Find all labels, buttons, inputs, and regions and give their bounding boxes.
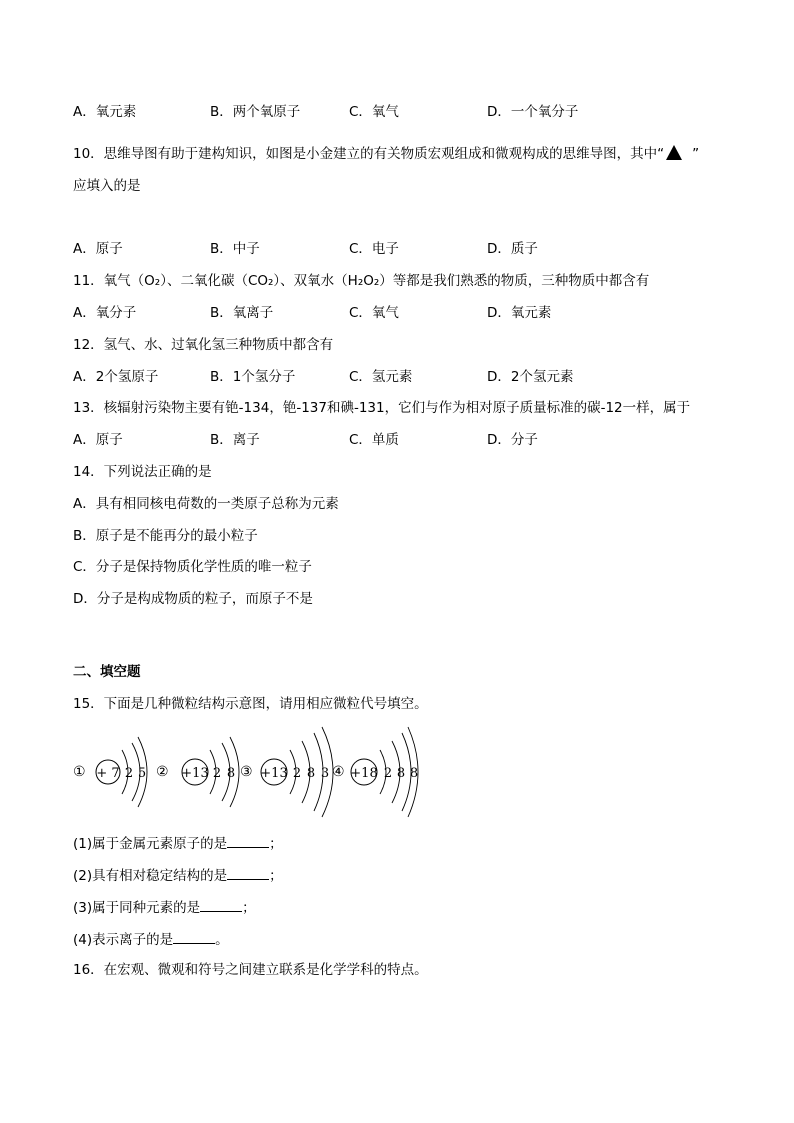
q9-option-b: B．两个氧原子: [210, 104, 301, 120]
q15-sub3-end: ；: [242, 900, 256, 916]
diagram-1-label: ①: [73, 764, 86, 780]
answer-blank-3[interactable]: [200, 898, 242, 912]
diagram-1: [73, 737, 147, 807]
q13-option-b: B．离子: [210, 432, 260, 448]
diagram-4-shell-1-count: 2: [383, 766, 393, 781]
q10-stem-text: 10．思维导图有助于建构知识，如图是小金建立的有关物质宏观组成和微观构成的思维导图，其中“: [73, 146, 665, 162]
q15-sub2: [73, 866, 283, 885]
answer-blank-2[interactable]: [227, 866, 269, 880]
diagram-3-label: ③: [240, 764, 253, 780]
q15-sub2-end: ；: [269, 868, 283, 884]
q15-sub1-text: (1)属于金属元素原子的是: [73, 836, 228, 852]
q14-option-d: D．分子是构成物质的粒子，而原子不是: [73, 591, 313, 607]
q10-stem: [73, 145, 699, 163]
diagram-2-shell-2-count: 8: [226, 766, 236, 781]
q15-sub1: [73, 834, 283, 853]
q11-stem: 11．氧气（O₂）、二氧化碳（CO₂）、双氧水（H₂O₂）等都是我们熟悉的物质，三种物质中都含有: [73, 273, 650, 289]
q11-option-c: C．氧气: [349, 305, 399, 321]
answer-blank-1[interactable]: [227, 834, 269, 848]
atomic-structure-diagrams: [70, 725, 430, 830]
diagram-1-shell-2-count: 5: [137, 766, 147, 781]
q10-stem-line2: 应填入的是: [73, 178, 141, 194]
q14-option-a: A．具有相同核电荷数的一类原子总称为元素: [73, 496, 339, 512]
diagram-3: [240, 727, 333, 817]
diagram-3-nucleus-charge: +13: [260, 766, 288, 781]
diagram-2-shell-1-count: 2: [212, 766, 222, 781]
diagram-4-shell-3-count: 8: [409, 766, 419, 781]
q13-option-c: C．单质: [349, 432, 399, 448]
diagram-3-shell-1-count: 2: [292, 766, 302, 781]
diagram-1-shell-1-count: 2: [124, 766, 134, 781]
diagram-4-label: ④: [332, 764, 345, 780]
diagram-3-shell-3-count: 3: [320, 766, 330, 781]
q12-option-a: A．2个氢原子: [73, 369, 159, 385]
diagram-2-nucleus-charge: +13: [181, 766, 209, 781]
q11-option-d: D．氧元素: [487, 305, 552, 321]
q11-option-a: A．氧分子: [73, 305, 137, 321]
diagram-4-shell-2-count: 8: [396, 766, 406, 781]
q14-option-b: B．原子是不能再分的最小粒子: [73, 528, 258, 544]
diagram-2: [156, 737, 239, 807]
diagram-4: [332, 727, 418, 817]
q15-stem: 15．下面是几种微粒结构示意图，请用相应微粒代号填空。: [73, 696, 428, 712]
diagram-1-nucleus-charge: + 7: [96, 766, 120, 781]
q14-option-c: C．分子是保持物质化学性质的唯一粒子: [73, 559, 312, 575]
q10-option-a: A．原子: [73, 241, 123, 257]
q15-sub3-text: (3)属于同种元素的是: [73, 900, 201, 916]
q15-sub1-end: ；: [269, 836, 283, 852]
q9-option-a: A．氧元素: [73, 104, 137, 120]
q11-option-b: B．氧离子: [210, 305, 274, 321]
q12-option-c: C．氢元素: [349, 369, 413, 385]
q13-option-a: A．原子: [73, 432, 123, 448]
q15-sub4: [73, 930, 229, 949]
diagram-3-shell-2-count: 8: [306, 766, 316, 781]
q10-option-d: D．质子: [487, 241, 538, 257]
q12-option-d: D．2个氢元素: [487, 369, 574, 385]
diagram-4-nucleus-charge: +18: [350, 766, 378, 781]
answer-blank-4[interactable]: [173, 930, 215, 944]
q10-option-b: B．中子: [210, 241, 260, 257]
diagram-2-label: ②: [156, 764, 169, 780]
q13-stem: 13．核辐射污染物主要有铯-134，铯-137和碘-131，它们与作为相对原子质量标准的碳-12一样，属于: [73, 400, 691, 416]
q14-stem: 14．下列说法正确的是: [73, 464, 212, 480]
q13-option-d: D．分子: [487, 432, 538, 448]
q10-stem-close: ”: [692, 146, 700, 162]
q15-sub2-text: (2)具有相对稳定结构的是: [73, 868, 228, 884]
section-title: 二、填空题: [73, 664, 141, 680]
q10-option-c: C．电子: [349, 241, 399, 257]
q15-sub4-text: (4)表示离子的是: [73, 932, 174, 948]
q15-sub4-end: 。: [215, 932, 229, 948]
q16-stem: 16．在宏观、微观和符号之间建立联系是化学学科的特点。: [73, 962, 428, 978]
q15-sub3: [73, 898, 256, 917]
q9-option-c: C．氧气: [349, 104, 399, 120]
triangle-icon: [666, 145, 682, 160]
q12-stem: 12．氢气、水、过氧化氢三种物质中都含有: [73, 337, 334, 353]
q9-option-d: D．一个氧分子: [487, 104, 579, 120]
q12-option-b: B．1个氢分子: [210, 369, 296, 385]
